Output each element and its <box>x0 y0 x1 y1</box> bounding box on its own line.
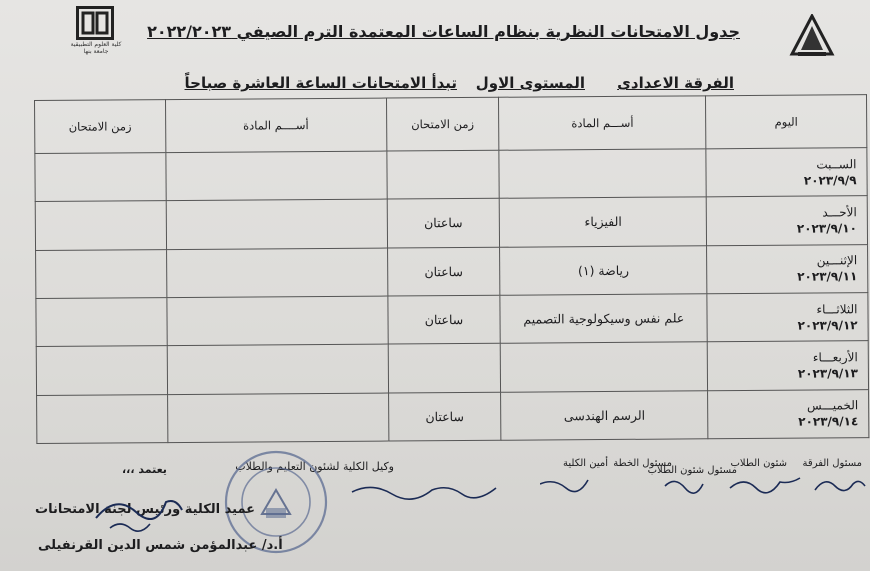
col-time-2: زمن الامتحان <box>35 100 166 154</box>
time-cell-2 <box>37 394 168 443</box>
col-subject-1: أســـم المادة <box>499 96 706 150</box>
subject-cell-2 <box>166 199 387 249</box>
subject-cell: علم نفس وسيكولوجية التصميم <box>500 294 707 344</box>
page-title: جدول الامتحانات النظرية بنظام الساعات المعتمدة الترم الصيفي ٢٠٢٢/٢٠٢٣ <box>147 22 740 41</box>
table-row <box>36 244 868 298</box>
subject-cell <box>499 149 706 199</box>
dean-name: أ.د/ عبدالمؤمن شمس الدين القرنفيلى <box>38 538 283 553</box>
start-note: تبدأ الامتحانات الساعة العاشرة صباحاً <box>184 74 457 92</box>
col-day: اليوم <box>706 95 867 149</box>
sig-plan-officer: مسئول الخطة <box>613 458 672 469</box>
table-row <box>35 148 867 202</box>
time-cell-2 <box>36 298 167 347</box>
subject-cell-2 <box>167 393 388 443</box>
subject-cell <box>501 342 708 392</box>
handwritten-signatures <box>540 468 870 498</box>
university-logo-icon <box>788 14 836 58</box>
subject-cell-2 <box>167 296 388 346</box>
day-cell: الســبت ٢٠٢٣/٩/٩ <box>706 148 867 197</box>
subject-cell-2 <box>166 151 387 201</box>
sig-college-secretary: أمين الكلية <box>563 458 608 469</box>
day-cell: الأحـــد ٢٠٢٣/٩/١٠ <box>706 196 867 245</box>
table-row <box>37 389 869 443</box>
subject-cell: الرسم الهندسى <box>501 390 708 440</box>
time-cell <box>386 150 499 199</box>
time-cell: ساعتان <box>387 295 500 344</box>
sig-vice-dean: وكيل الكلية لشئون التعليم والطلاب <box>235 460 394 473</box>
table-header-row <box>35 95 867 154</box>
day-cell: الإثنـــين ٢٠٢٣/٩/١١ <box>707 244 868 293</box>
time-cell-2 <box>36 249 167 298</box>
time-cell: ساعتان <box>387 247 500 296</box>
subject-cell: الفيزياء <box>500 197 707 247</box>
time-cell-2 <box>35 153 166 202</box>
time-cell-2 <box>35 201 166 250</box>
table-row <box>36 293 868 347</box>
day-cell: الخميـــس ٢٠٢٣/٩/١٤ <box>708 389 869 438</box>
secretary-signature <box>350 474 500 502</box>
dean-title: عميد الكلية ورئيس لجنة الامتحانات <box>35 502 256 517</box>
subject-cell-2 <box>167 344 388 394</box>
day-cell: الأربعـــاء ٢٠٢٣/٩/١٣ <box>707 341 868 390</box>
level-label: المستوى الاول <box>475 74 585 92</box>
table-row <box>35 196 867 250</box>
sig-student-affairs: شئون الطلاب <box>730 458 787 469</box>
dean-signature <box>90 488 200 534</box>
division-label: الفرقة الاعدادى <box>617 74 734 92</box>
time-cell: ساعتان <box>388 392 501 441</box>
time-cell: ساعتان <box>387 199 500 248</box>
faculty-logo-icon <box>68 6 124 55</box>
sig-level-officer: مسئول الفرقة <box>802 458 862 469</box>
approval-label: يعتمد ،،، <box>122 463 167 476</box>
day-cell: الثلاثـــاء ٢٠٢٣/٩/١٢ <box>707 293 868 342</box>
col-subject-2: أســــم المادة <box>165 98 386 153</box>
col-time-1: زمن الامتحان <box>386 97 499 151</box>
sig-student-affairs-officer: مسئول شئون الطلاب <box>647 465 737 476</box>
subject-cell-2 <box>166 248 387 298</box>
subject-cell: رياضة (١) <box>500 245 707 295</box>
time-cell-2 <box>36 346 167 395</box>
exam-schedule-table <box>34 94 869 444</box>
faculty-logo-caption: كلية العلوم التطبيقية جامعة بنها <box>70 41 122 55</box>
time-cell <box>388 344 501 393</box>
table-row <box>36 341 868 395</box>
